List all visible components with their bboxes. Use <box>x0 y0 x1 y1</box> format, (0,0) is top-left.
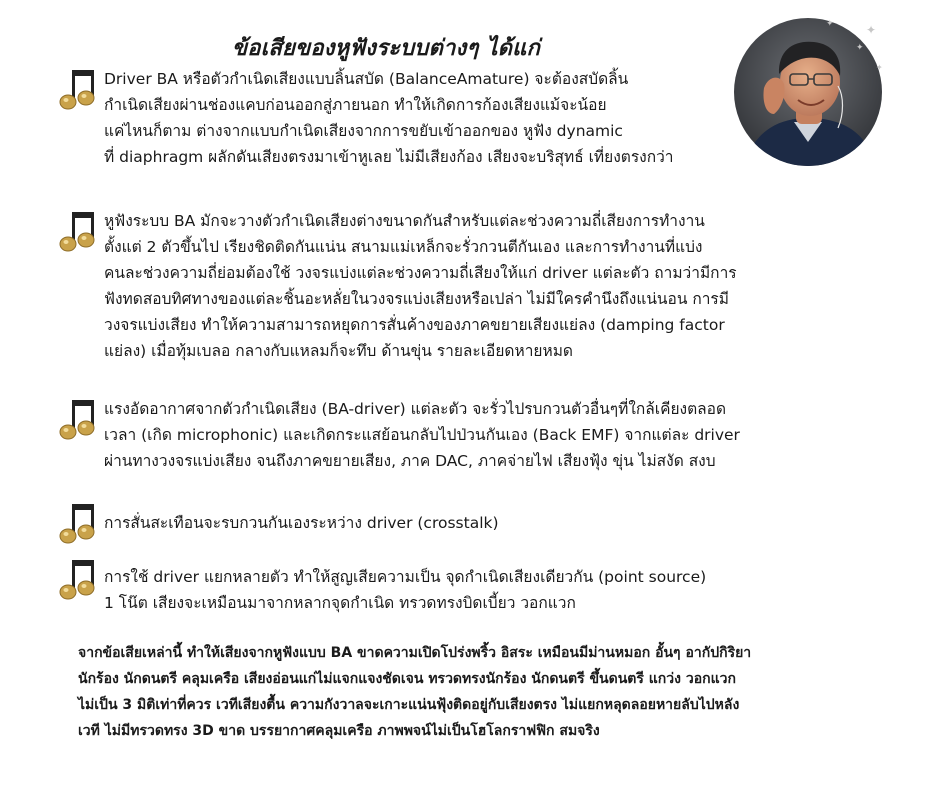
music-note-icon <box>58 68 96 112</box>
list-item <box>58 500 916 536</box>
item-line: แรงอัดอากาศจากตัวกำเนิดเสียง (BA-driver) แต่ละตัว จะรั่วไปรบกวนตัวอื่นๆที่ใกล้เคียงตลอด <box>104 400 727 418</box>
item-text <box>104 556 916 616</box>
summary-line: ไม่เป็น 3 มิติเท่าที่ควร เวทีเสียงตื้น ความกังวาลจะเกาะแน่นฟุ้งติดอยู่กับเสียงตรง ไม่แยกหลุดลอยหายลับไปหลัง <box>78 697 740 713</box>
item-line: ฟังทดสอบทิศทางของแต่ละชิ้นอะหลั่ยในวงจรแบ่งเสียงหรือเปล่า ไม่มีใครคำนึงถึงแน่นอน การมี <box>104 290 729 308</box>
item-text <box>104 396 916 474</box>
item-line: การสั่นสะเทือนจะรบกวนกันเองระหว่าง driver (crosstalk) <box>104 514 499 532</box>
item-line: แย่ลง) เมื่อทุ้มเบลอ กลางกับแหลมก็จะทึบ ด้านขุ่น รายละเอียดหายหมด <box>104 342 573 360</box>
item-line: ตั้งแต่ 2 ตัวขึ้นไป เรียงชิดติดกันแน่น สนามแม่เหล็กจะรั่วกวนตีกันเอง และการทำงานที่แบ่ง <box>104 238 703 256</box>
list-item <box>58 208 916 364</box>
item-line: ผ่านทางวงจรแบ่งเสียง จนถึงภาคขยายเสียง, ภาค DAC, ภาคจ่ายไฟ เสียงฟุ้ง ขุ่น ไม่สงัด สงบ <box>104 452 716 470</box>
item-line: วงจรแบ่งเสียง ทำให้ความสามารถหยุดการสั่นค้างของภาคขยายเสียงแย่ลง (damping factor <box>104 316 725 334</box>
item-line: เวลา (เกิด microphonic) และเกิดกระแสย้อนกลับไปป่วนกันเอง (Back EMF) จากแต่ละ driver <box>104 426 740 444</box>
music-note-icon <box>58 210 96 254</box>
list-item <box>58 396 916 474</box>
list-item <box>58 556 916 616</box>
page-title: ข้อเสียของหูฟังระบบต่างๆ ได้แก่ <box>232 36 540 61</box>
item-line: 1 โน๊ต เสียงจะเหมือนมาจากหลากจุดกำเนิด ทรวดทรงบิดเบี้ยว วอกแวก <box>104 594 576 612</box>
music-note-icon <box>58 558 96 602</box>
item-text <box>104 500 916 536</box>
summary-line: นักร้อง นักดนตรี คลุมเครือ เสียงอ่อนแก่ไม่แจกแจงชัดเจน ทรวดทรงนักร้อง นักดนตรี ขึ้นดนตรี แกว่ง วอกแวก <box>78 671 736 687</box>
item-text <box>104 208 916 364</box>
music-note-icon <box>58 398 96 442</box>
item-line: ที่ diaphragm ผลักดันเสียงตรงมาเข้าหูเลย ไม่มีเสียงก้อง เสียงจะบริสุทธ์ เที่ยงตรงกว่า <box>104 148 674 166</box>
item-line: แค่ไหนก็ตาม ต่างจากแบบกำเนิดเสียงจากการขยับเข้าออกของ หูฟัง dynamic <box>104 122 623 140</box>
sparkle-icon: ✦ <box>876 63 883 72</box>
sparkle-icon: ✦ <box>856 43 864 53</box>
list-item <box>58 63 916 170</box>
sparkle-icon: ✦ <box>866 23 877 37</box>
item-line: หูฟังระบบ BA มักจะวางตัวกำเนิดเสียงต่างขนาดกันสำหรับแต่ละช่วงความถี่เสียงการทำงาน <box>104 212 705 230</box>
item-text <box>104 63 916 170</box>
item-line: การใช้ driver แยกหลายตัว ทำให้สูญเสียความเป็น จุดกำเนิดเสียงเดียวกัน (point source) <box>104 568 707 586</box>
item-line: กำเนิดเสียงผ่านช่องแคบก่อนออกสู่ภายนอก ทำให้เกิดการก้องเสียงแม้จะน้อย <box>104 96 607 114</box>
sparkle-icon: ✦ <box>826 19 834 29</box>
item-line: Driver BA หรือตัวกำเนิดเสียงแบบลิ้นสบัด (BalanceAmature) จะต้องสบัดลิ้น <box>104 70 629 88</box>
item-line: คนละช่วงความถี่ย่อมต้องใช้ วงจรแบ่งแต่ละช่วงความถี่เสียงให้แก่ driver แต่ละตัว ถามว่ามีการ <box>104 264 737 282</box>
summary-line: จากข้อเสียเหล่านี้ ทำให้เสียงจากหูฟังแบบ BA ขาดความเปิดโปร่งพริ้ว อิสระ เหมือนมีม่านหมอก อั้นๆ อากัปกิริยา <box>78 645 752 661</box>
summary-line: เวที ไม่มีทรวดทรง 3D ขาด บรรยากาศคลุมเครือ ภาพพจน์ไม่เป็นโฮโลกราฟฟิก สมจริง <box>78 723 600 739</box>
summary-paragraph <box>78 640 898 744</box>
music-note-icon <box>58 502 96 546</box>
